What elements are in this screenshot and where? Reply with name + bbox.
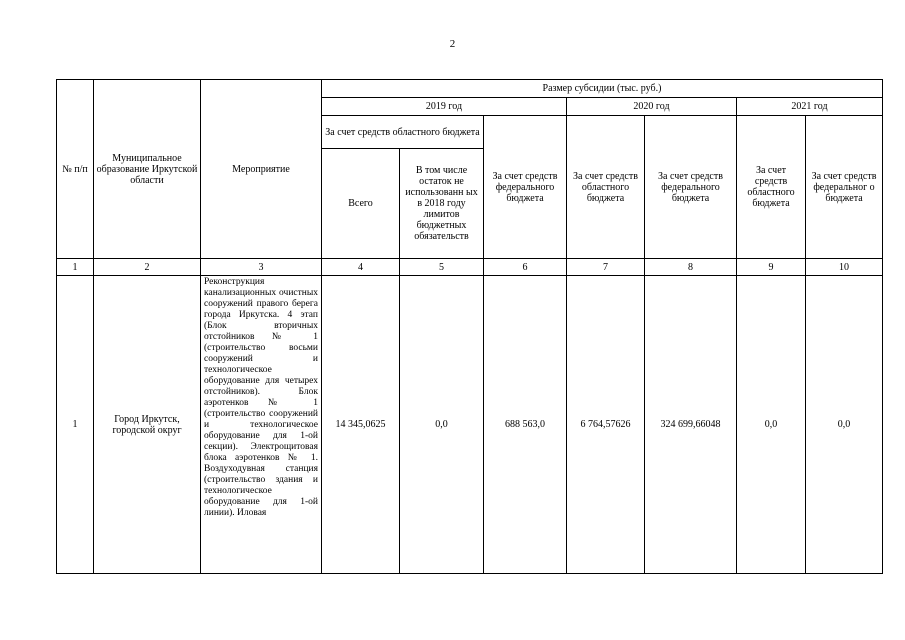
header-regional-2020: За счет средств областного бюджета (567, 116, 645, 259)
row-federal-2021: 0,0 (806, 276, 883, 574)
subsidy-table (56, 79, 883, 574)
row-num: 1 (57, 276, 94, 574)
header-total: Всего (322, 149, 400, 259)
row-total: 14 345,0625 (322, 276, 400, 574)
row-event-cell (201, 276, 322, 574)
row-municipality: Город Иркутск, городской округ (94, 276, 201, 574)
column-number: 7 (567, 259, 645, 276)
row-regional-2020: 6 764,57626 (567, 276, 645, 574)
row-regional-2021: 0,0 (737, 276, 806, 574)
header-year-2021: 2021 год (737, 98, 883, 116)
header-federal-2021: За счет средств федеральног о бюджета (806, 116, 883, 259)
column-number: 9 (737, 259, 806, 276)
header-num: № п/п (57, 80, 94, 259)
header-municipality: Муниципальное образование Иркутской области (94, 80, 201, 259)
header-event: Мероприятие (201, 80, 322, 259)
page-number: 2 (449, 38, 456, 50)
row-federal-2019: 688 563,0 (484, 276, 567, 574)
column-number: 8 (645, 259, 737, 276)
header-subsidy: Размер субсидии (тыс. руб.) (322, 80, 883, 98)
row-federal-2020: 324 699,66048 (645, 276, 737, 574)
header-federal-2020: За счет средств федерального бюджета (645, 116, 737, 259)
header-year-2019: 2019 год (322, 98, 567, 116)
row-remainder: 0,0 (400, 276, 484, 574)
column-number: 6 (484, 259, 567, 276)
header-federal-2019: За счет средств федерального бюджета (484, 116, 567, 259)
header-remainder: В том числе остаток не использованн ых в 2018 году лимитов бюджетных обязательств (400, 149, 484, 259)
header-regional-2021: За счет средств областного бюджета (737, 116, 806, 259)
table-row (57, 276, 883, 574)
header-regional-budget-2019: За счет средств областного бюджета (322, 116, 484, 149)
column-number: 4 (322, 259, 400, 276)
column-number: 3 (201, 259, 322, 276)
column-number: 10 (806, 259, 883, 276)
column-number: 1 (57, 259, 94, 276)
row-event: Реконструкция канализационных очистных сооружений правого берега города Иркутска. 4 этап (Блок вторичных отстойников № 1 (строительство восьми сооружений и технологическое оборудование для четырех отстойников). Блок аэротенков № 1 (строительство сооружений и технологическое оборудование для 1-ой секции). Электрощитовая блока аэротенков № 1. Воздуходувная станция (строительство здания и технологическое оборудование для 1-ой линии). Иловая (204, 277, 318, 518)
header-year-2020: 2020 год (567, 98, 737, 116)
column-number: 5 (400, 259, 484, 276)
column-number: 2 (94, 259, 201, 276)
column-number-row (57, 259, 883, 276)
